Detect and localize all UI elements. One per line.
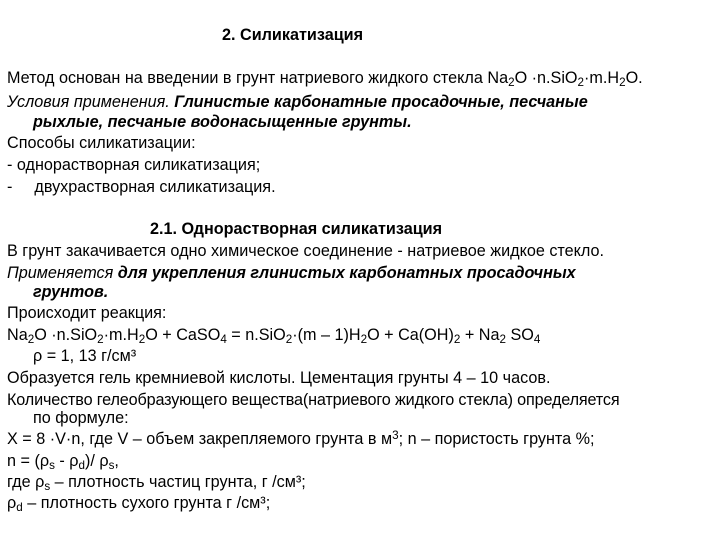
applies-label: Применяется bbox=[7, 264, 118, 282]
dry-density-line: $\rho_d$ – плотность сухого грунта г /см³; bbox=[7, 494, 271, 514]
conditions-text: Глинистые карбонатные просадочные, песчаные bbox=[174, 93, 588, 111]
density-line: ρ = 1, 13 г/см³ bbox=[33, 347, 137, 365]
conditions-line-2: рыхлые, песчаные водонасыщенные грунты. bbox=[33, 113, 412, 131]
injection-line: В грунт закачивается одно химическое соединение - натриевое жидкое стекло. bbox=[7, 242, 605, 260]
slide-title: 2. Силикатизация bbox=[222, 26, 364, 44]
particle-density-line: где $\rho_s$ – плотность частиц грунта, г /см³; bbox=[7, 473, 306, 493]
gel-line: Образуется гель кремниевой кислоты. Цементация грунты 4 – 10 часов. bbox=[7, 369, 551, 387]
conditions-label: Условия применения. bbox=[7, 93, 175, 111]
reaction-equation: $Na_2O \cdot n.SiO_2\cdot m.H_2O$ + CaSO$_4$ = $n.SiO_2\cdot(m - 1)H_2O + Ca(OH)_2 + Na_2$ $SO_4$ bbox=[7, 326, 541, 346]
applies-text: для укрепления глинистых карбонатных просадочных bbox=[117, 264, 576, 282]
method-item-two-solution: - двухрастворная силикатизация. bbox=[7, 178, 276, 196]
methods-heading: Способы силикатизации: bbox=[7, 134, 196, 152]
x-formula-line: X = 8 ·V·n, где V – объем закрепляемого грунта в $м^3$; n – пористость грунта %; bbox=[7, 428, 595, 448]
section-heading: 2.1. Однорастворная силикатизация bbox=[150, 220, 443, 238]
quantity-line-2: по формуле: bbox=[33, 409, 129, 427]
method-item-one-solution: - однорастворная силикатизация; bbox=[7, 156, 261, 174]
conditions-line bbox=[7, 92, 588, 112]
quantity-line: Количество гелеобразующего вещества(натриевого жидкого стекла) определяется bbox=[7, 391, 620, 409]
n-formula-line: $n = (\rho_s - \rho_d)/$ $\rho_s$, bbox=[7, 452, 119, 472]
applies-line bbox=[7, 263, 576, 283]
applies-line-2: грунтов. bbox=[33, 283, 109, 301]
reaction-heading: Происходит реакция: bbox=[7, 304, 167, 322]
method-line: Метод основан на введении в грунт натриевого жидкого стекла $Na_2O \cdot n.SiO_2\cdot m.H_2O$. bbox=[7, 69, 643, 89]
